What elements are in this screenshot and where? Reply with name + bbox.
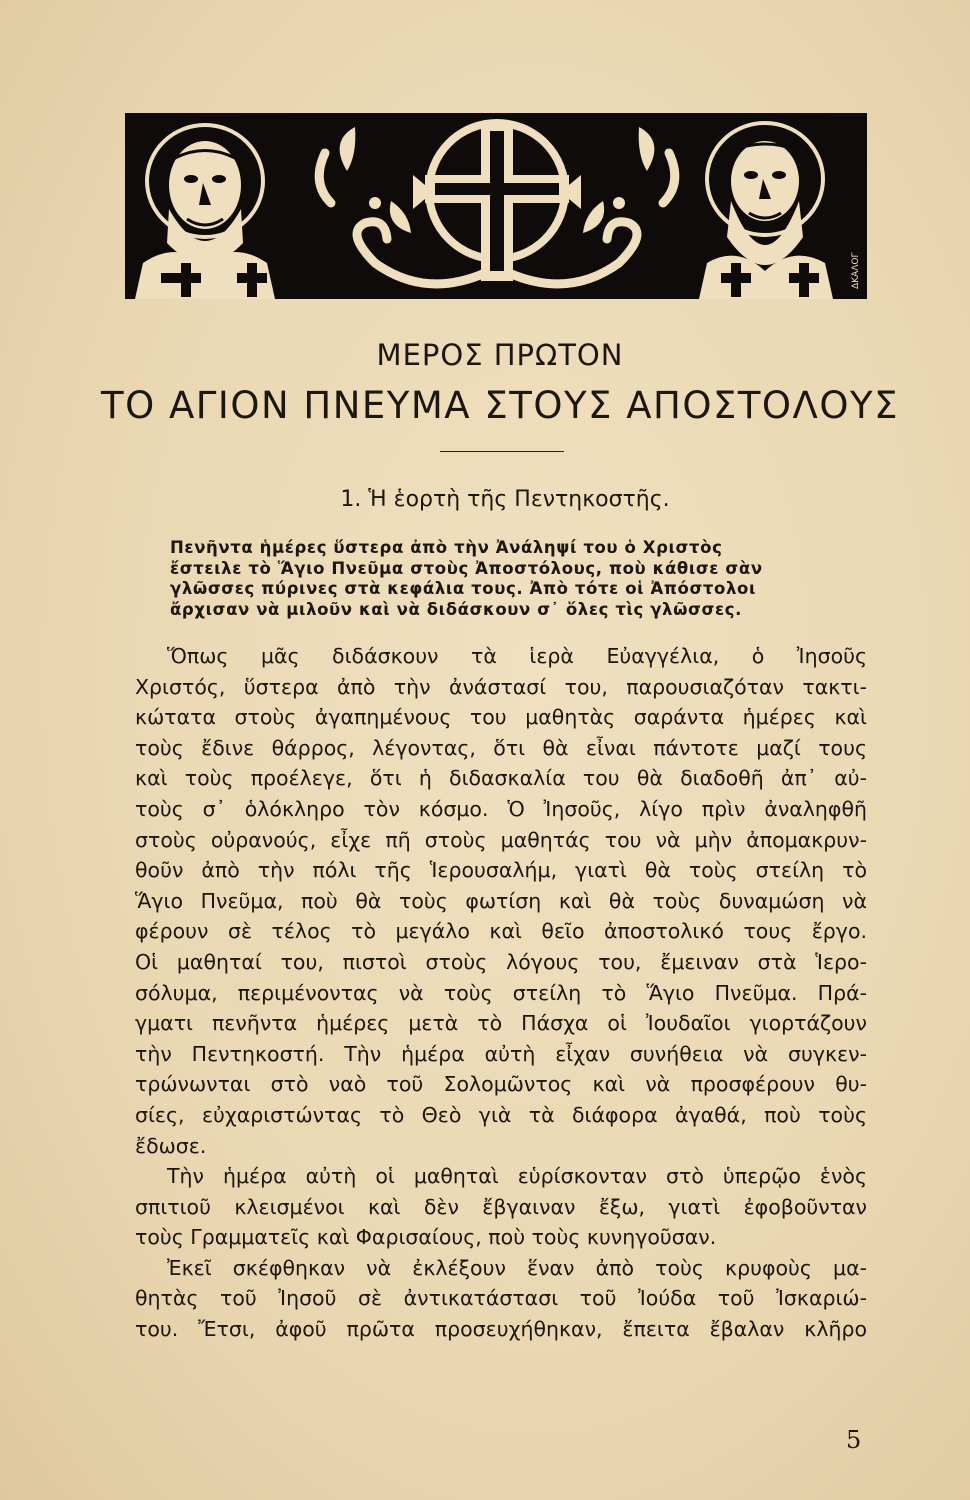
body-line: Ἐκεῖ σκέφθηκαν νὰ ἐκλέξουν ἕναν ἀπὸ τοὺς κρυφοὺς μα- xyxy=(167,1255,867,1280)
chapter-title: ΤΟ ΑΓΙΟΝ ΠΝΕΥΜΑ ΣΤΟΥΣ ΑΠΟΣΤΟΛΟΥΣ xyxy=(101,384,899,427)
body-line: καὶ τοὺς προέλεγε, ὅτι ἡ διδασκαλία του θὰ διαδοθῆ ἀπ᾽ αὐ- xyxy=(135,766,867,791)
chapter-summary xyxy=(170,538,870,620)
body-line: του. Ἔτσι, ἀφοῦ πρῶτα προσευχήθηκαν, ἔπειτα ἔβαλαν κλῆρο xyxy=(135,1317,867,1342)
body-line: θητὰς τοῦ Ἰησοῦ σὲ ἀντικατάστασι τοῦ Ἰούδα τοῦ Ἰσκαριώ- xyxy=(135,1286,867,1311)
decorative-woodcut-banner xyxy=(125,113,867,299)
body-line: Τὴν ἡμέρα αὐτὴ οἱ μαθηταὶ εὑρίσκονταν στὸ ὑπερῷο ἑνὸς xyxy=(167,1164,867,1189)
body-line: τρώνωνται στὸ ναὸ τοῦ Σολομῶντος καὶ νὰ προσφέρουν θυ- xyxy=(135,1072,867,1097)
body-line: τοὺς Γραμματεῖς καὶ Φαρισαίους, ποὺ τοὺς κυνηγοῦσαν. xyxy=(135,1225,717,1250)
body-line: Ὅπως μᾶς διδάσκουν τὰ ἱερὰ Εὐαγγέλια, ὁ Ἰησοῦς xyxy=(167,644,867,668)
body-line: Οἱ μαθηταί του, πιστοὶ στοὺς λόγους του, ἔμειναν στὰ Ἱερο- xyxy=(135,949,867,974)
body-line: σπιτιοῦ κλεισμένοι καὶ δὲν ἔβγαιναν ἔξω, γιατὶ ἐφοβοῦνταν xyxy=(135,1194,867,1219)
artist-signature: ΔΚΑΛΟΓ xyxy=(851,252,861,289)
body-line: τοὺς σ᾽ ὁλόκληρο τὸν κόσμο. Ὁ Ἰησοῦς, λίγο πρὶν ἀναληφθῆ xyxy=(135,796,867,821)
body-line: Χριστός, ὕστερα ἀπὸ τὴν ἀνάστασί του, παρουσιαζόταν τακτι- xyxy=(135,674,867,699)
section-title: 1. Ἡ ἑορτὴ τῆς Πεντηκοστῆς. xyxy=(340,487,670,512)
body-line: σίες, εὐχαριστώντας τὸ Θεὸ γιὰ τὰ διάφορα ἀγαθά, ποὺ τοὺς xyxy=(135,1102,867,1127)
body-line: γματι πενῆντα ἡμέρες μετὰ τὸ Πάσχα οἱ Ἰουδαῖοι γιορτάζουν xyxy=(135,1011,867,1036)
body-line: τὴν Πεντηκοστή. Τὴν ἡμέρα αὐτὴ εἶχαν συνήθεια νὰ συγκεν- xyxy=(135,1041,867,1066)
body-line: Ἅγιο Πνεῦμα, ποὺ θὰ τοὺς φωτίση καὶ θὰ τοὺς δυναμώση νὰ xyxy=(135,888,867,913)
body-line: θοῦν ἀπὸ τὴν πόλι τῆς Ἱερουσαλήμ, γιατὶ θὰ τοὺς στείλη τὸ xyxy=(135,858,867,883)
part-title: ΜΕΡΟΣ ΠΡΩΤΟΝ xyxy=(376,338,624,372)
woodcut-illustration xyxy=(125,113,867,299)
body-line: τοὺς ἔδινε θάρρος, λέγοντας, ὅτι θὰ εἶναι πάντοτε μαζί τους xyxy=(135,735,867,760)
summary-line: Πενῆντα ἡμέρες ὕστερα ἀπὸ τὴν Ἀνάληψί του ὁ Χριστὸς xyxy=(170,538,723,557)
body-line: κώτατα στοὺς ἀγαπημένους του μαθητὰς σαράντα ἡμέρες καὶ xyxy=(135,705,867,730)
body-line: στοὺς οὐρανούς, εἶχε πῆ στοὺς μαθητάς του νὰ μὴν ἀπομακρυν- xyxy=(135,827,867,852)
body-line: φέρουν σὲ τέλος τὸ μεγάλο καὶ θεῖο ἀποστολικό τους ἔργο. xyxy=(135,919,867,944)
summary-line: ἔστειλε τὸ Ἅγιο Πνεῦμα στοὺς Ἀποστόλους, ποὺ κάθισε σὰν xyxy=(170,558,763,578)
body-line: σόλυμα, περιμένοντας νὰ τοὺς στείλη τὸ Ἅγιο Πνεῦμα. Πρά- xyxy=(135,980,867,1005)
summary-line: γλῶσσες πύρινες στὰ κεφάλια τους. Ἀπὸ τότε οἱ Ἀπόστολοι xyxy=(170,579,756,598)
page-number: 5 xyxy=(846,1426,862,1454)
title-divider xyxy=(440,451,564,452)
body-text xyxy=(135,641,867,1345)
body-line: ἔδωσε. xyxy=(135,1133,207,1158)
summary-line: ἄρχισαν νὰ μιλοῦν καὶ νὰ διδάσκουν σ᾽ ὅλες τὶς γλῶσσες. xyxy=(170,599,742,619)
